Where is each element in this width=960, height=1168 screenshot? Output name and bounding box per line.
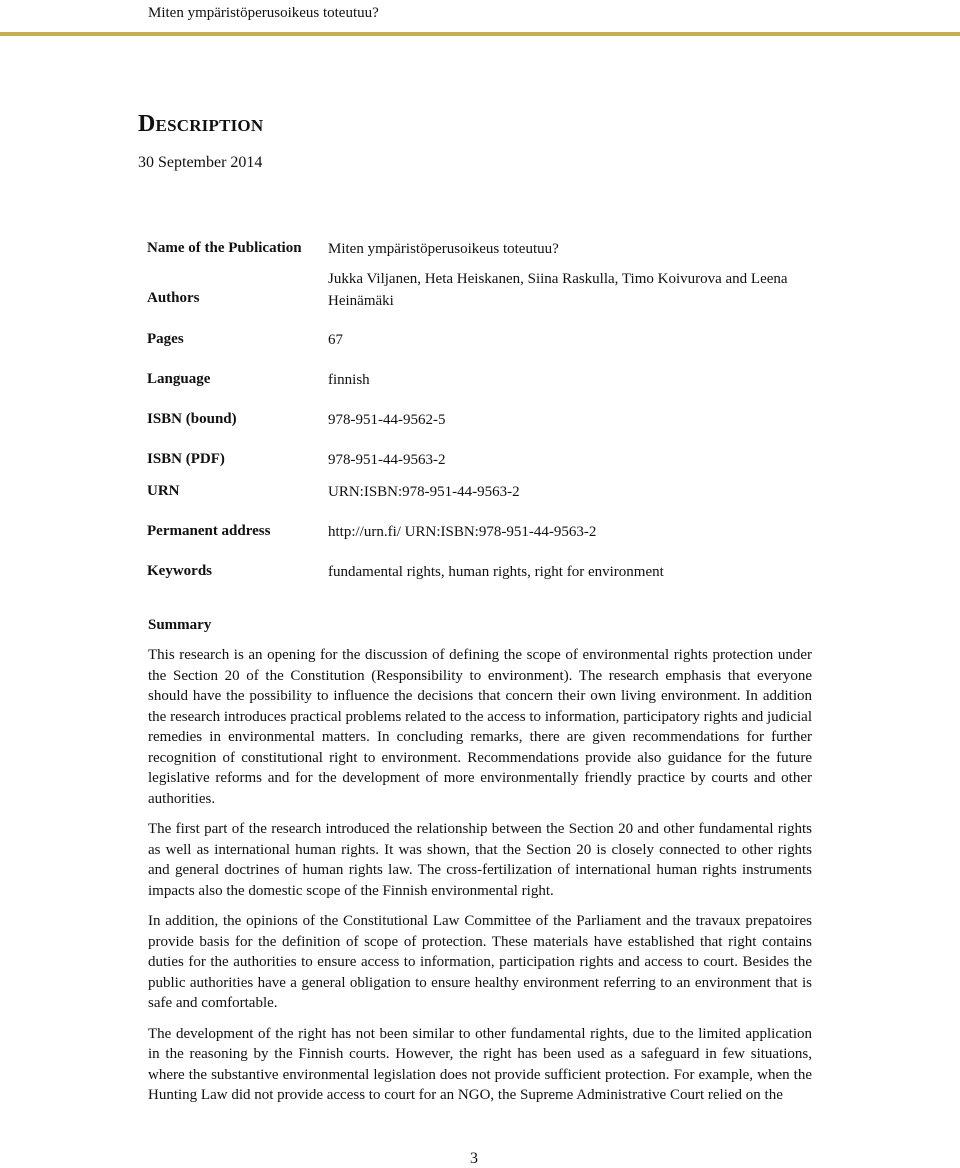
document-title: Description [138, 111, 264, 137]
summary-paragraph: This research is an opening for the discussion of defining the scope of environmental rights protection under the Section 20 of the Constitution (Responsibility to environment). The research emphasis that everyone should have the possibility to influence the decisions that concern their own living environment. In addition the research introduces practical problems related to the access to information, participatory rights and judicial remedies in environmental matters. In concluding remarks, there are given recommendations for further recognition of constitutional right to environment. Recommendations provide also guidance for the future legislative reforms and for the development of more environmentally friendly practice by courts and other authorities. [148, 647, 812, 807]
document-date: 30 September 2014 [138, 154, 263, 171]
permanent-address-label: Permanent address [147, 523, 271, 539]
publication-name-label: Name of the Publication [147, 240, 302, 256]
urn-value: URN:ISBN:978-951-44-9563-2 [328, 484, 520, 500]
isbn-bound-label: ISBN (bound) [147, 411, 237, 427]
summary-body [148, 645, 812, 1116]
urn-label: URN [147, 483, 180, 499]
keywords-label: Keywords [147, 563, 212, 579]
summary-paragraph: The development of the right has not been similar to other fundamental rights, due to the limited application in the reasoning by the Finnish courts. However, the right has been used as a safeguard in few situations, where the substantive environmental legislation does not provide sufficient protection. For example, when the Hunting Law did not provide access to court for an NGO, the Supreme Administrative Court relied on the [148, 1025, 812, 1103]
publication-name-value: Miten ympäristöperusoikeus toteutuu? [328, 241, 559, 257]
keywords-value: fundamental rights, human rights, right for environment [328, 564, 664, 580]
language-label: Language [147, 371, 211, 387]
authors-value: Jukka Viljanen, Heta Heiskanen, Siina Raskulla, Timo Koivurova and Leena Heinämäki [328, 271, 788, 309]
language-value: finnish [328, 372, 370, 388]
pages-label: Pages [147, 331, 184, 347]
isbn-pdf-label: ISBN (PDF) [147, 451, 225, 467]
permanent-address-value: http://urn.fi/ URN:ISBN:978-951-44-9563-2 [328, 524, 597, 540]
isbn-bound-value: 978-951-44-9562-5 [328, 412, 446, 428]
isbn-pdf-value: 978-951-44-9563-2 [328, 452, 446, 468]
authors-label: Authors [147, 290, 200, 306]
header-rule [0, 32, 960, 36]
summary-paragraph: In addition, the opinions of the Constitutional Law Committee of the Parliament and the travaux prepatoires provide basis for the definition of scope of protection. These materials have established that right contains duties for the authorities to ensure access to information, participation rights and access to court. Besides the public authorities have a general obligation to ensure healthy environment referring to an environment that is safe and comfortable. [148, 913, 812, 1011]
summary-heading: Summary [148, 617, 212, 633]
pages-value: 67 [328, 332, 343, 348]
running-header: Miten ympäristöperusoikeus toteutuu? [148, 5, 379, 21]
page-number: 3 [470, 1150, 478, 1167]
summary-paragraph: The first part of the research introduced the relationship between the Section 20 and other fundamental rights as well as international human rights. It was shown, that the Section 20 is closely connected to other rights and general doctrines of human rights law. The cross-fertilization of international human rights instruments impacts also the domestic scope of the Finnish environmental right. [148, 821, 812, 899]
